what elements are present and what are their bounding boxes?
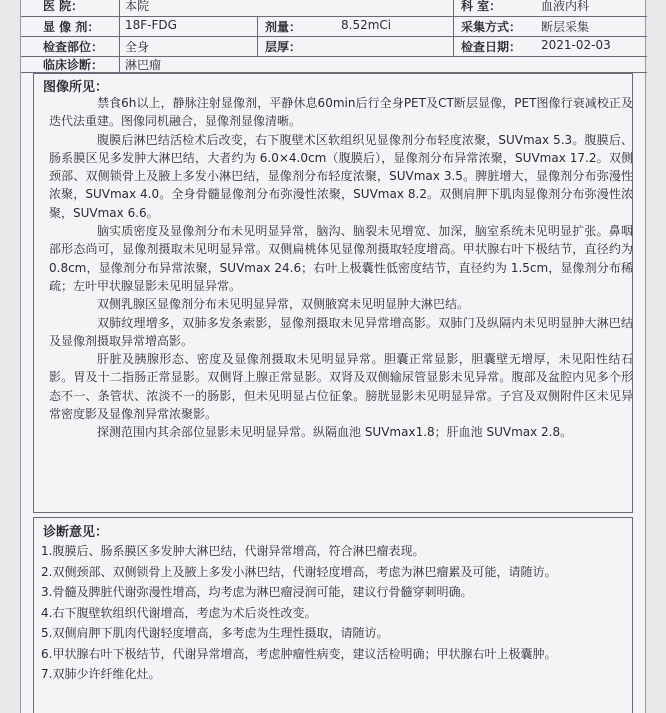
acquisition-label: 采集方式： xyxy=(461,20,522,34)
diagnosis-list xyxy=(41,541,641,685)
diagnosis-item: 4.右下腹壁软组织代谢增高，考虑为术后炎性改变。 xyxy=(41,605,317,620)
exam-date-label: 检查日期： xyxy=(461,40,522,54)
header-row-diagnosis xyxy=(21,57,647,73)
slice-thickness-label: 层厚： xyxy=(265,40,302,54)
diagnosis-item: 2.双侧颈部、双侧锁骨上及腋上多发小淋巴结，代谢轻度增高，考虑为淋巴瘤累及可能，请随访。 xyxy=(41,564,557,579)
header-divider xyxy=(119,0,120,73)
exam-site-label: 检查部位： xyxy=(43,40,104,54)
hospital-label: 医 院： xyxy=(43,0,84,13)
exam-date-value: 2021-02-03 xyxy=(541,38,611,52)
findings-paragraph: 禁食6h以上，静脉注射显像剂，平静休息60min后行全身PET及CT断层显像，PET图像行衰减校正及迭代法重建。图像同机融合，显像剂显像清晰。 xyxy=(49,96,633,129)
findings-title: 图像所见： xyxy=(43,80,109,95)
hospital-value: 本院 xyxy=(125,0,150,13)
header-divider xyxy=(257,17,258,57)
clinical-diagnosis-value: 淋巴瘤 xyxy=(125,58,162,72)
header-row-hospital xyxy=(21,0,647,17)
findings-paragraph: 脑实质密度及显像剂分布未见明显异常，脑沟、脑裂未见增宽、加深，脑室系统未见明显扩张。鼻咽部形态尚可，显像剂摄取未见明显异常。双侧扁桃体见显像剂摄取轻度增高。甲状腺右叶下极结节，直径约为 0.8cm，显像剂分布异常浓聚，SUVmax 24.6；右叶上极囊性低密度结节，直径约为 1.5cm，显像剂分布稀疏；左叶甲状腺显影未见明显异常。 xyxy=(49,224,633,293)
report-sheet xyxy=(20,0,646,713)
header-row-tracer xyxy=(21,17,647,37)
header-row-site xyxy=(21,37,647,57)
acquisition-value: 断层采集 xyxy=(541,20,590,34)
department-value: 血液内科 xyxy=(541,0,590,13)
findings-paragraph: 腹膜后淋巴结活检术后改变，右下腹壁术区软组织见显像剂分布轻度浓聚，SUVmax 5.3。腹膜后、肠系膜区见多发肿大淋巴结，大者约为 6.0×4.0cm（腹膜后），显像剂分布异常浓聚，SUVmax 17.2。双侧颈部、双侧锁骨上及腋上多发小淋巴结，显像剂分布轻度浓聚，SUVmax 3.5。脾脏增大，显像剂分布弥漫性浓聚，SUVmax 4.0。全身骨髓显像剂分布弥漫性浓聚，SUVmax 8.2。双侧肩胛下肌肉显像剂分布弥漫性浓聚，SUVmax 6.6。 xyxy=(49,132,633,220)
diagnosis-item: 7.双肺少许纤维化灶。 xyxy=(41,667,161,681)
exam-site-value: 全身 xyxy=(125,40,150,54)
diagnosis-item: 6.甲状腺右叶下极结节，代谢异常增高，考虑肿瘤性病变，建议活检明确；甲状腺右叶上极囊肿。 xyxy=(41,646,557,661)
findings-paragraph: 探测范围内其余部位显影未见明显异常。纵隔血池 SUVmax1.8；肝血池 SUVmax 2.8。 xyxy=(97,425,573,440)
clinical-diagnosis-label: 临床诊断： xyxy=(43,58,104,72)
header-divider xyxy=(453,0,454,57)
diagnosis-title: 诊断意见： xyxy=(43,525,109,540)
tracer-value: 18F-FDG xyxy=(125,18,177,32)
diagnosis-item: 3.骨髓及脾脏代谢弥漫性增高，均考虑为淋巴瘤浸润可能，建议行骨髓穿刺明确。 xyxy=(41,585,473,599)
department-label: 科 室： xyxy=(461,0,502,13)
dose-value: 8.52mCi xyxy=(341,18,392,32)
diagnosis-item: 5.双侧肩胛下肌肉代谢轻度增高，多考虑为生理性摄取，请随访。 xyxy=(41,626,389,640)
tracer-label: 显 像 剂： xyxy=(43,20,100,34)
findings-body xyxy=(49,94,633,442)
diagnosis-item: 1.腹膜后、肠系膜区多发肿大淋巴结，代谢异常增高，符合淋巴瘤表现。 xyxy=(41,544,425,558)
findings-paragraph: 双肺纹理增多，双肺多发条索影，显像剂摄取未见异常增高影。双肺门及纵隔内未见明显肿大淋巴结及显像剂摄取异常增高影。 xyxy=(49,315,633,348)
dose-label: 剂量： xyxy=(265,20,302,34)
findings-paragraph: 肝脏及胰腺形态、密度及显像剂摄取未见明显异常。胆囊正常显影，胆囊壁无增厚，未见阳性结石影。胃及十二指肠正常显影。双侧肾上腺正常显影。双肾及双侧输尿管显影未见异常。腹部及盆腔内见多个形态不一、条管状、浓淡不一的肠影，但未见明显占位征象。膀胱显影未见明显异常。子宫及双侧附件区未见异常密度影及显像剂异常浓聚影。 xyxy=(49,352,633,422)
findings-paragraph: 双侧乳腺区显像剂分布未见明显异常，双侧腋窝未见明显肿大淋巴结。 xyxy=(97,297,470,312)
